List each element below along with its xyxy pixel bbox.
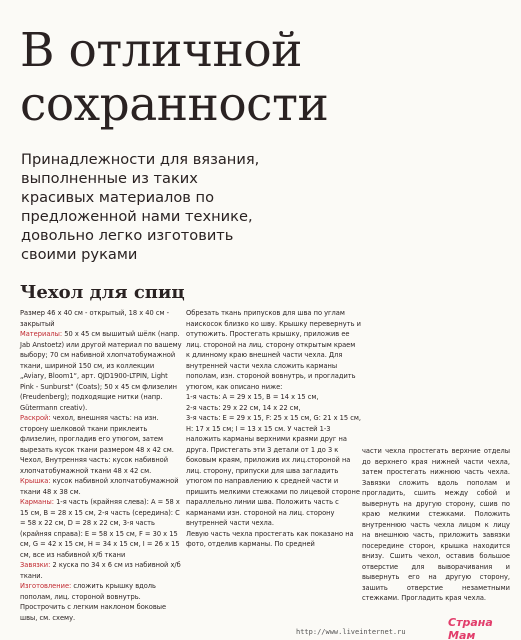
text-column-1 <box>20 308 182 623</box>
ties-label: Завязки: <box>20 560 51 569</box>
materials-paragraph <box>20 329 182 413</box>
column-2-line: 1-я часть: A = 29 x 15, B = 14 x 15 см, <box>186 392 319 401</box>
column-2-line: 2-я часть: 29 x 22 см, 14 x 22 см, <box>186 402 301 412</box>
materials-label: Материалы: <box>20 329 63 338</box>
pockets-paragraph <box>20 497 182 560</box>
cut-label: Раскрой: <box>20 413 51 422</box>
make-label: Изготовление: <box>20 581 72 590</box>
column-2-paragraph: Обрезать ткань припусков для шва по углам наискосок близко ко шву. Крышку перевернуть и отутюжить. Простегать крышку, приложив ее лиц. стороной на лиц. сторону открытым краем к длинному краю внешней части чехла. Для внутренней части чехла сложить карманы пополам, изн. стороной вовнутрь, и прогладить утюгом, как описано ниже: <box>186 308 361 391</box>
site-logo: Страна Мам <box>448 616 493 640</box>
make-text: сложить крышку вдоль пополам, лиц. стороной вовнутрь. Прострочить с легким наклоном боковые швы, см. схему. <box>20 581 167 622</box>
text-column-3 <box>362 446 510 604</box>
lid-text: кусок набивной хлопчатобумажной ткани 48 х 38 см. <box>20 476 179 496</box>
text-column-2 <box>186 308 361 550</box>
column-2-paragraph: 3-я часть: E = 29 x 15, F: 25 x 15 см, G: 21 x 15 см, H: 17 x 15 см; I = 13 x 15 см. У частей 1-3 наложить карманы верхними краями друг на друга. Пристегать эти 3 детали от 1 до 3 к боковым краям, приложив их лиц.стороной на лиц. сторону, припуски для шва загладить утюгом по направлению к средней части и пришить мелкими стежками по лицевой стороне параллельно линии шва. Положить часть с карманами изн. стороной на лиц. сторону внутренней части чехла. <box>186 413 361 527</box>
ties-paragraph <box>20 560 182 581</box>
cut-text: чехол, внешняя часть: на изн. сторону шелковой ткани приклеить флизелин, прогладив его утюгом, затем вырезать кусок ткани размером 48 х 42 см. Чехол, Внутренняя часть: кусок набивной хлопчатобумажной ткани 48 х 42 см. <box>20 413 174 475</box>
size-text: Размер 46 х 40 см - открытый, 18 х 40 см - закрытый <box>20 308 169 328</box>
ties-text: 2 куска по 34 х 6 см из набивной х/б ткани. <box>20 560 181 580</box>
watermark-url: http://www.liveinternet.ru <box>296 628 406 636</box>
cut-paragraph <box>20 413 182 476</box>
lid-label: Крышка: <box>20 476 51 485</box>
column-2-paragraph: Левую часть чехла простегать как показано на фото, отделив карманы. По средней <box>186 528 354 548</box>
make-paragraph <box>20 581 182 623</box>
materials-text: 50 х 45 см вышитый шёлк (напр. Jab Anstoetz) или другой материал по вашему выбору; 70 см набивной хлопчатобумажной ткани, шириной 150 см, из коллекции „Aviary, Bloom1“, арт. QJD1900-LTPIN, Light Pink - Sunburst“ (Coats); 50 х 45 см флизелин (Freudenberg); подходящие нитки (напр. Gütermann creativ). <box>20 329 182 412</box>
lead-paragraph: Принадлежности для вязания, выполненные из таких красивых материалов по предложенной нами технике, довольно легко изготовить своими руками <box>21 151 260 263</box>
pockets-label: Карманы: <box>20 497 54 506</box>
section-heading: Чехол для спиц <box>20 282 185 303</box>
lid-paragraph <box>20 476 182 497</box>
page-title: В отличной сохранности <box>20 23 329 132</box>
pockets-text: 1-я часть (крайняя слева): A = 58 x 15 см, B = 28 x 15 см, 2-я часть (середина): C = 58 x 22 см, D = 28 x 22 см, 3-я часть (крайняя справа): E = 58 x 15 см, F = 30 x 15 см, G = 42 x 15 см, H = 34 x 15 см, I = 26 x 15 см, все из набивной х/б ткани <box>20 497 180 559</box>
column-3-paragraph: части чехла простегать верхние отделы до верхнего края нижней части чехла, затем простегать нижнюю часть чехла. Завязки сложить вдоль пополам и прогладить, сшить между собой и вывернуть на другую сторону, сшив по краю мелкими стежками. Положить внутреннюю часть чехла лицом к лицу на внешнюю часть, приложить завязки посередине сторон, крышка находится внизу. Сшить чехол, оставив большое отверстие для выворачивания и вывернуть его на другую сторону, зашить отверстие незаметными стежками. Прогладить края чехла. <box>362 446 510 602</box>
